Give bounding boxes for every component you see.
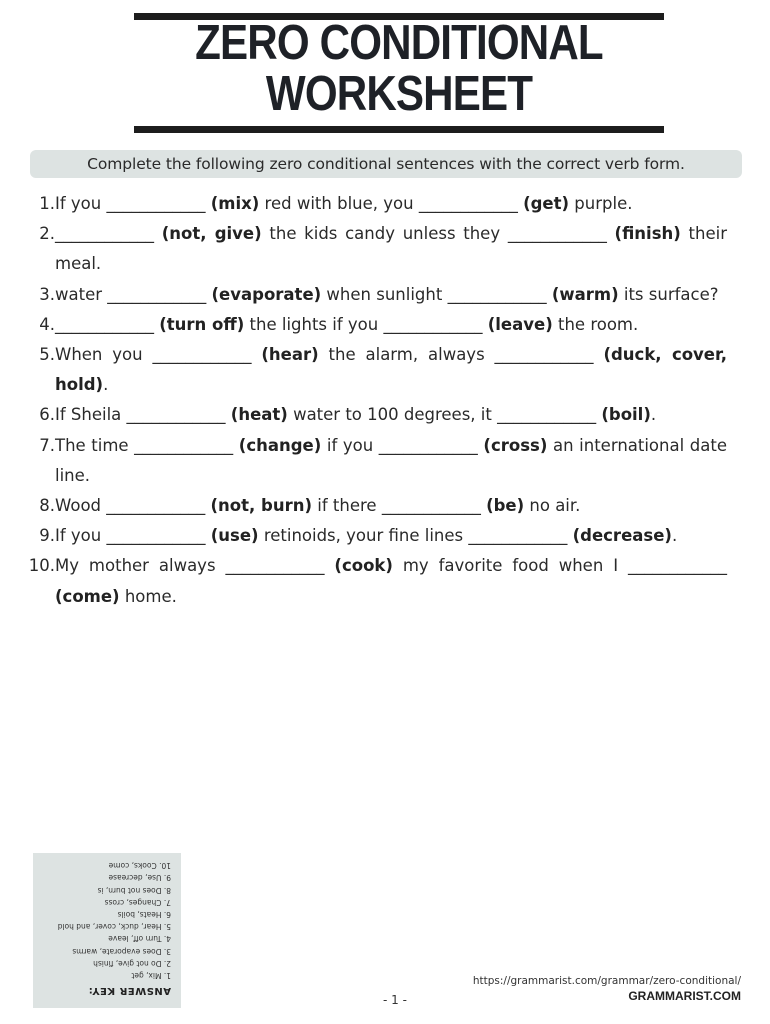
question-item (28, 340, 727, 400)
question-text: when sunlight (321, 284, 448, 304)
verb-hint: (turn off) (159, 314, 245, 334)
verb-hint: (be) (486, 496, 525, 516)
question-number: 4. (39, 314, 55, 334)
question-number: 2. (39, 224, 55, 244)
question-text: The time (55, 435, 135, 455)
answer-key-item: 3. Does evaporate, warms (72, 946, 171, 956)
title-line-1: ZERO CONDITIONAL (195, 16, 603, 70)
question-item (28, 280, 727, 310)
page-number: - 1 - (383, 993, 407, 1007)
title-rule-bottom (134, 126, 664, 133)
answer-blank[interactable]: ____________ (383, 314, 483, 334)
question-text: its surface? (618, 284, 719, 304)
answer-blank[interactable]: ____________ (152, 345, 252, 365)
question-item (28, 400, 727, 430)
answer-blank[interactable]: ____________ (55, 314, 154, 334)
answer-blank[interactable]: ____________ (107, 284, 207, 304)
answer-key-item: 10. Cooks, come (108, 861, 171, 871)
question-number: 8. (39, 496, 55, 516)
answer-key-title: ANSWER KEY: (88, 985, 171, 996)
answer-key-item: 7. Changes, cross (104, 897, 171, 907)
question-item (28, 491, 727, 521)
question-list (28, 189, 727, 612)
question-text: the room. (552, 314, 639, 334)
question-text: the lights if you (244, 314, 384, 334)
answer-key-item: 6. Heats, boils (117, 909, 171, 919)
verb-hint: (not, give) (161, 224, 262, 244)
answer-key-list (58, 859, 171, 981)
question-text: Wood (55, 496, 107, 516)
question-number: 1. (39, 194, 55, 213)
verb-hint: (boil) (601, 405, 651, 425)
answer-blank[interactable]: ____________ (126, 405, 226, 425)
verb-hint: (not, burn) (210, 496, 313, 516)
question-item (28, 310, 727, 340)
answer-blank[interactable]: ____________ (134, 435, 234, 455)
question-text: their meal. (55, 224, 727, 274)
question-text: if you (321, 435, 379, 455)
brand-logo-text: GRAMMARIST.COM (628, 989, 741, 1003)
answer-blank[interactable]: ____________ (418, 194, 518, 213)
verb-hint: (finish) (614, 224, 681, 244)
answer-key-item: 2. Do not give, finish (93, 958, 171, 968)
verb-hint: (use) (210, 526, 259, 546)
verb-hint: (decrease) (572, 526, 672, 546)
question-text: the kids candy unless they (261, 224, 508, 244)
question-text: When you (55, 345, 153, 365)
answer-blank[interactable]: ____________ (497, 405, 597, 425)
answer-key-box (33, 853, 181, 1008)
answer-key-item: 1. Mix, get (131, 971, 171, 980)
answer-blank[interactable]: ____________ (55, 224, 154, 244)
verb-hint: (heat) (230, 405, 288, 425)
answer-blank[interactable]: ____________ (106, 526, 206, 546)
verb-hint: (warm) (551, 284, 619, 304)
answer-blank[interactable]: ____________ (106, 194, 206, 213)
verb-hint: (leave) (487, 314, 553, 334)
question-text: My mother always (55, 556, 226, 576)
question-text: . (650, 405, 657, 425)
question-item (28, 219, 727, 279)
question-text: water to 100 degrees, it (287, 405, 498, 425)
verb-hint: (change) (238, 435, 322, 455)
question-text: the alarm, always (318, 345, 495, 365)
verb-hint: (hear) (261, 345, 319, 365)
answer-blank[interactable]: ____________ (378, 435, 478, 455)
answer-blank[interactable]: ____________ (507, 224, 607, 244)
verb-hint: (cook) (334, 556, 393, 576)
answer-key-item: 8. Does not burn, is (97, 885, 171, 895)
question-text: if there (312, 496, 382, 516)
answer-key-item: 4. Turn off, leave (108, 934, 171, 944)
question-item (28, 551, 727, 611)
question-text: If you (55, 526, 107, 546)
answer-blank[interactable]: ____________ (106, 496, 206, 516)
question-item (28, 189, 727, 219)
verb-hint: (cross) (483, 435, 548, 455)
question-number: 6. (39, 405, 55, 425)
question-text: home. (119, 586, 177, 606)
answer-blank[interactable]: ____________ (447, 284, 547, 304)
answer-blank[interactable]: ____________ (628, 556, 728, 576)
question-text: no air. (524, 496, 581, 516)
answer-blank[interactable]: ____________ (381, 496, 481, 516)
verb-hint: (come) (55, 586, 120, 606)
answer-blank[interactable]: ____________ (468, 526, 568, 546)
verb-hint: (get) (523, 194, 570, 213)
question-item (28, 431, 727, 491)
question-text: an international date line. (55, 435, 727, 485)
question-text: red with blue, you (259, 194, 419, 213)
question-item (28, 521, 727, 551)
title-line-2: WORKSHEET (265, 67, 533, 121)
question-text: my favorite food when I (392, 556, 629, 576)
answer-key-item: 9. Use, decrease (108, 873, 171, 883)
page-title (171, 18, 627, 120)
question-text: . (671, 526, 678, 546)
question-text: . (103, 375, 109, 395)
question-number: 5. (39, 345, 55, 365)
question-text: purple. (569, 194, 633, 213)
question-number: 9. (39, 526, 55, 546)
answer-key-item: 5. Hear, duck, cover, and hold (57, 922, 171, 932)
question-text: If Sheila (55, 405, 127, 425)
question-text: water (55, 284, 108, 304)
instruction-banner: Complete the following zero conditional sentences with the correct verb form. (30, 150, 742, 178)
question-number: 7. (39, 435, 55, 455)
question-number: 10. (28, 556, 55, 576)
verb-hint: (evaporate) (211, 284, 322, 304)
answer-blank[interactable]: ____________ (225, 556, 325, 576)
verb-hint: (duck, cover, hold) (55, 345, 727, 395)
answer-key-upside-down (33, 853, 181, 1008)
question-text: retinoids, your fine lines (258, 526, 469, 546)
question-number: 3. (39, 284, 55, 304)
question-text: If you (55, 194, 107, 213)
source-url[interactable]: https://grammarist.com/grammar/zero-conditional/ (472, 975, 741, 987)
answer-blank[interactable]: ____________ (494, 345, 594, 365)
verb-hint: (mix) (210, 194, 260, 213)
